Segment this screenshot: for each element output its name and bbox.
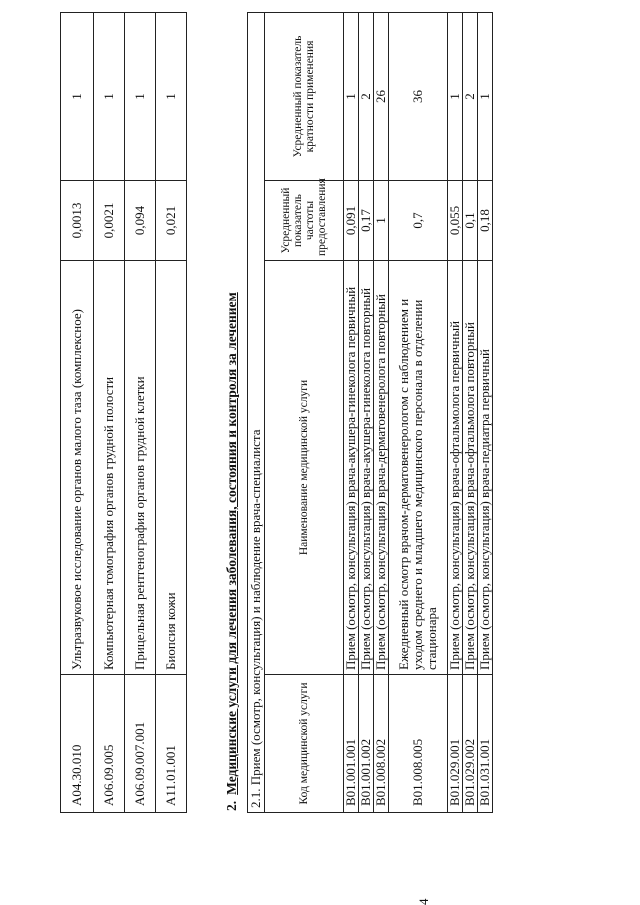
multiplicity-value: 1 xyxy=(156,13,187,181)
multiplicity-value: 1 xyxy=(448,12,463,180)
table-row xyxy=(463,12,478,812)
header-name: Наименование медицинской услуги xyxy=(265,261,344,675)
service-name: Прицельная рентгенография органов грудной клетки xyxy=(125,261,156,675)
multiplicity-value: 36 xyxy=(389,12,448,180)
multiplicity-value: 2 xyxy=(359,12,374,180)
service-code: A04.30.010 xyxy=(61,675,94,813)
frequency-value: 0,7 xyxy=(389,181,448,261)
header-freq: Усредненный показатель частоты предоставления xyxy=(265,181,344,261)
section-title: Медицинские услуги для лечения заболевания, состояния и контроля за лечением xyxy=(224,292,239,795)
table-row xyxy=(156,13,187,813)
page-number: 4 xyxy=(416,898,431,905)
service-name: Ежедневный осмотр врачом-дерматовенерологом с наблюдением и уходом среднего и младшего медицинского персонала в отделении стационара xyxy=(389,261,448,675)
service-name: Биопсия кожи xyxy=(156,261,187,675)
table-row xyxy=(448,12,463,812)
frequency-value: 0,1 xyxy=(463,181,478,261)
service-code: B01.008.002 xyxy=(374,675,389,813)
frequency-value: 0,021 xyxy=(156,181,187,261)
table-row xyxy=(344,12,359,812)
multiplicity-value: 1 xyxy=(344,12,359,180)
frequency-value: 0,0013 xyxy=(61,181,94,261)
service-name: Прием (осмотр, консультация) врача-акушера-гинеколога первичный xyxy=(344,261,359,675)
service-name: Прием (осмотр, консультация) врача-офтальмолога первичный xyxy=(448,261,463,675)
service-code: A06.09.005 xyxy=(94,675,125,813)
multiplicity-value: 1 xyxy=(94,13,125,181)
service-name: Компьютерная томография органов грудной полости xyxy=(94,261,125,675)
table-row xyxy=(125,13,156,813)
service-code: A11.01.001 xyxy=(156,675,187,813)
multiplicity-value: 26 xyxy=(374,12,389,180)
service-name: Прием (осмотр, консультация) врача-педиатра первичный xyxy=(478,261,493,675)
table-row xyxy=(374,12,389,812)
multiplicity-value: 1 xyxy=(125,13,156,181)
service-code: B01.001.001 xyxy=(344,675,359,813)
table-row xyxy=(478,12,493,812)
table-row xyxy=(94,13,125,813)
frequency-value: 0,0021 xyxy=(94,181,125,261)
service-code: A06.09.007.001 xyxy=(125,675,156,813)
frequency-value: 0,091 xyxy=(344,181,359,261)
table-row xyxy=(61,13,94,813)
service-code: B01.031.001 xyxy=(478,675,493,813)
header-code: Код медицинской услуги xyxy=(265,675,344,813)
service-name: Прием (осмотр, консультация) врача-офтальмолога повторный xyxy=(463,261,478,675)
service-code: B01.008.005 xyxy=(389,675,448,813)
service-code: B01.029.002 xyxy=(463,675,478,813)
service-name: Прием (осмотр, консультация) врача-акушера-гинеколога повторный xyxy=(359,261,374,675)
frequency-value: 0,094 xyxy=(125,181,156,261)
service-name: Прием (осмотр, консультация) врача-дерматовенеролога повторный xyxy=(374,261,389,675)
services-table-1 xyxy=(60,12,187,813)
frequency-value: 0,17 xyxy=(359,181,374,261)
section-number: 2. xyxy=(224,800,239,811)
header-mult: Усредненный показатель кратности применения xyxy=(265,12,344,180)
multiplicity-value: 1 xyxy=(61,13,94,181)
service-name: Ультразвуковое исследование органов малого таза (комплексное) xyxy=(61,261,94,675)
service-code: B01.001.002 xyxy=(359,675,374,813)
section-heading xyxy=(224,292,240,811)
services-table-2 xyxy=(247,12,493,813)
multiplicity-value: 1 xyxy=(478,12,493,180)
frequency-value: 0,18 xyxy=(478,181,493,261)
multiplicity-value: 2 xyxy=(463,12,478,180)
table-row xyxy=(359,12,374,812)
subsection-title: 2.1. Прием (осмотр, консультация) и наблюдение врача-специалиста xyxy=(248,12,265,812)
frequency-value: 1 xyxy=(374,181,389,261)
service-code: B01.029.001 xyxy=(448,675,463,813)
table-row xyxy=(389,12,448,812)
frequency-value: 0,055 xyxy=(448,181,463,261)
